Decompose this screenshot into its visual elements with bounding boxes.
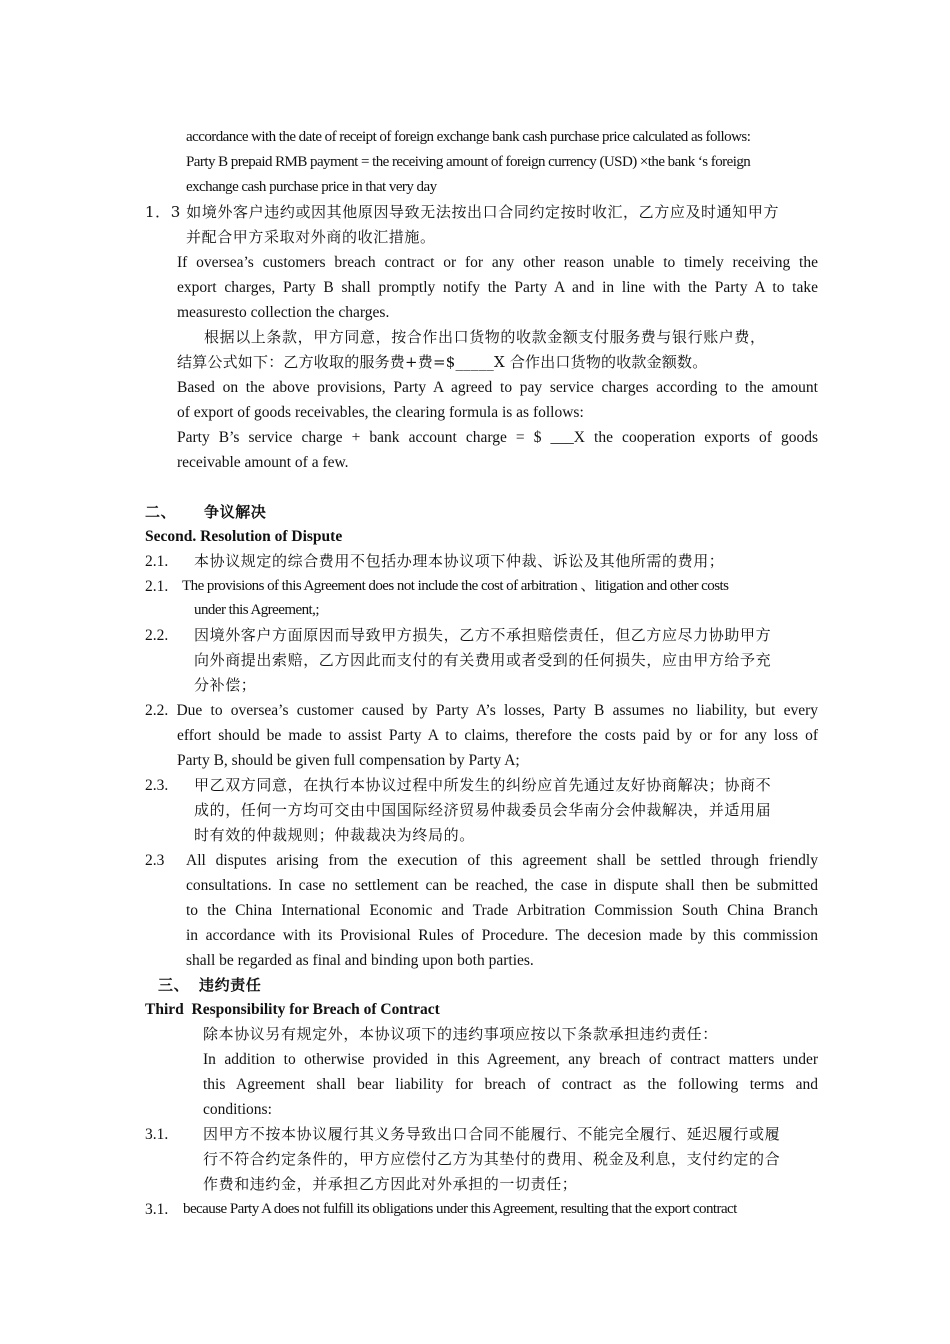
paragraph-line: effort should be made to assist Party A to claims, therefore the costs paid by or for any loss of [177,727,818,744]
clause-2-2-zh: 因境外客户方面原因而导致甲方损失，乙方不承担赔偿责任，但乙方应尽力协助甲方 [194,626,772,644]
paragraph-line: measuresto collection the charges. [177,304,390,321]
clause-number: 2.1. [145,553,169,570]
paragraph-line: 成的，任何一方均可交由中国国际经济贸易仲裁委员会华南分会仲裁解决，并适用届 [194,801,772,819]
clause-2-3-en: All disputes arising from the execution of this agreement shall be settled through friendly [186,852,818,869]
paragraph-line: this Agreement shall bear liability for breach of contract as the following terms and [203,1076,818,1093]
section-heading-en: Third Responsibility for Breach of Contract [145,1001,440,1018]
settlement-formula-en: Party B’s service charge + bank account charge = $ ___X the cooperation exports of goods [177,429,818,446]
section-heading-zh: 违约责任 [199,976,262,994]
paragraph-line: 并配合甲方采取对外商的收汇措施。 [186,228,436,246]
section-number: 三、 [158,976,190,994]
section-heading-zh: 争议解决 [204,503,267,521]
paragraph-line: receivable amount of a few. [177,454,349,471]
section-heading-en: Second. Resolution of Dispute [145,528,343,545]
clause-number: 3.1. [145,1126,169,1143]
paragraph-line: export charges, Party B shall promptly notify the Party A and in line with the Party A to take [177,279,818,296]
paragraph-line: 分补偿； [194,676,257,694]
clause-3-1-en: because Party A does not fulfill its obligations under this Agreement, resulting that the export contract [183,1201,737,1217]
paragraph-line: 根据以上条款，甲方同意，按合作出口货物的收款金额支付服务费与银行账户费， [204,328,766,346]
clause-1-3-en: If oversea’s customers breach contract or for any other reason unable to timely receiving the [177,254,818,271]
clause-2-1-en: The provisions of this Agreement does not include the cost of arbitration 、litigation and other costs [182,578,729,594]
clause-3-1-zh: 因甲方不按本协议履行其义务导致出口合同不能履行、不能完全履行、延迟履行或履 [203,1125,781,1143]
section-number: 二、 [145,503,177,521]
paragraph-line: to the China International Economic and Trade Arbitration Commission South China Branch [186,902,818,919]
paragraph-line: of export of goods receivables, the clearing formula is as follows: [177,404,584,421]
clause-2-3-zh: 甲乙双方同意，在执行本协议过程中所发生的纠纷应首先通过友好协商解决；协商不 [194,776,772,794]
settlement-formula-zh: 结算公式如下：乙方收取的服务费+费=$_____X 合作出口货物的收款金额数。 [177,353,708,371]
paragraph-line: accordance with the date of receipt of foreign exchange bank cash purchase price calculated as follows: [186,129,751,145]
paragraph-line: Party B, should be given full compensation by Party A; [177,752,520,769]
paragraph-line: 向外商提出索赔，乙方因此而支付的有关费用或者受到的任何损失，应由甲方给予充 [194,651,772,669]
clause-number: 2.2. [145,627,169,644]
paragraph-line: consultations. In case no settlement can be reached, the case in dispute shall then be submitted [186,877,818,894]
clause-1-3-zh: 1．3 如境外客户违约或因其他原因导致无法按出口合同约定按时收汇，乙方应及时通知甲方 [145,203,780,221]
clause-2-2-en: 2.2. Due to oversea’s customer caused by Party A’s losses, Party B assumes no liability, but every [145,702,818,719]
clause-number: 2.3 [145,852,165,869]
clause-2-1-zh: 本协议规定的综合费用不包括办理本协议项下仲裁、诉讼及其他所需的费用； [194,552,725,570]
paragraph-line: 除本协议另有规定外，本协议项下的违约事项应按以下条款承担违约责任： [203,1025,718,1043]
paragraph-line: shall be regarded as final and binding upon both parties. [186,952,534,969]
paragraph-line: in accordance with its Provisional Rules of Procedure. The decesion made by this commission [186,927,818,944]
paragraph-line: Based on the above provisions, Party A agreed to pay service charges according to the amount [177,379,818,396]
paragraph-line: under this Agreement,; [194,602,319,618]
paragraph-line: Party B prepaid RMB payment = the receiving amount of foreign currency (USD) ×the bank ‘s foreign [186,154,751,170]
paragraph-line: 行不符合约定条件的，甲方应偿付乙方为其垫付的费用、税金及利息，支付约定的合 [203,1150,781,1168]
paragraph-line: In addition to otherwise provided in this Agreement, any breach of contract matters under [203,1051,818,1068]
clause-number: 2.1. [145,578,169,595]
clause-number: 3.1. [145,1201,169,1218]
paragraph-line: 作费和违约金，并承担乙方因此对外承担的一切责任； [203,1175,578,1193]
paragraph-line: exchange cash purchase price in that very day [186,179,437,195]
paragraph-line: 时有效的仲裁规则；仲裁裁决为终局的。 [194,826,475,844]
clause-number: 2.3. [145,777,169,794]
paragraph-line: conditions: [203,1101,272,1118]
